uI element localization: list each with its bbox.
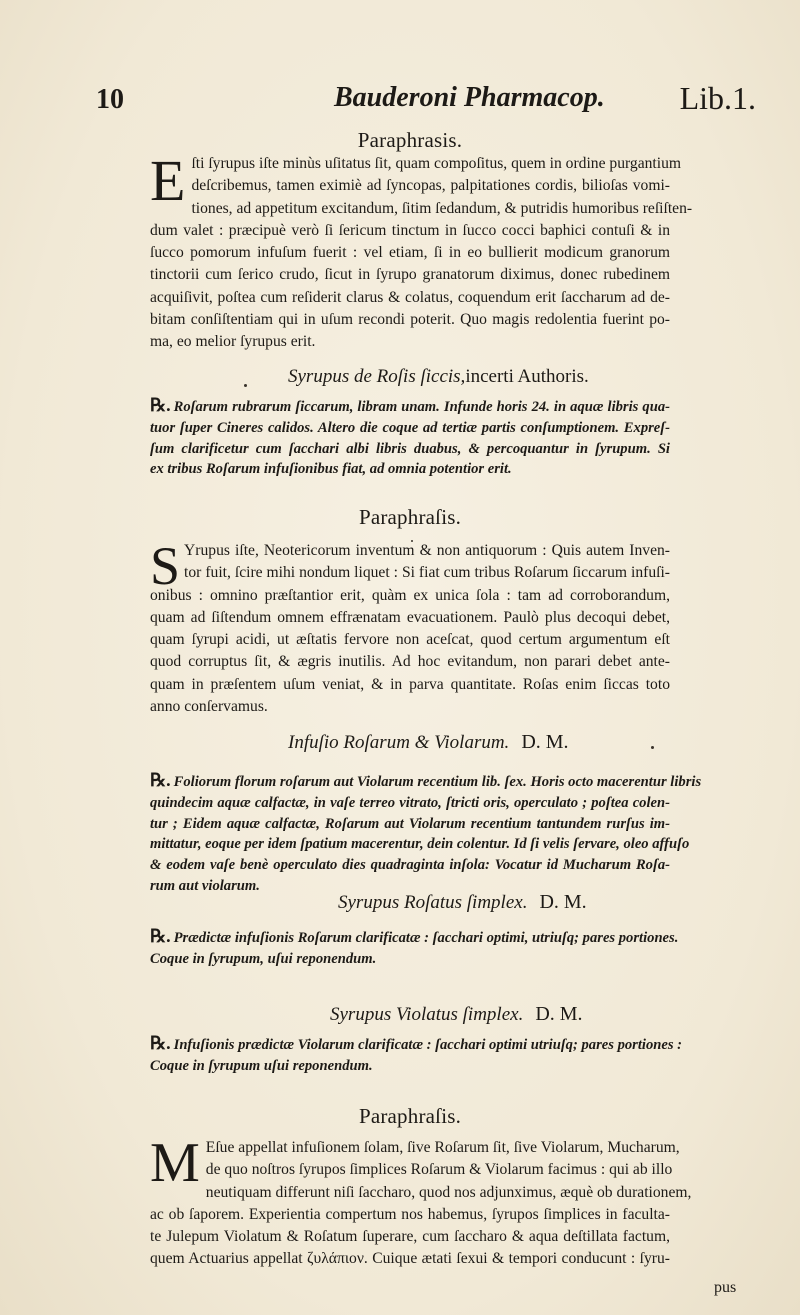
text-line: ma, eo melior ſyrupus erit. [150, 333, 316, 351]
rx-symbol: ℞. [150, 1033, 171, 1053]
ink-speck [411, 540, 413, 542]
text-line: quam ad ſiſtendum omnem effrænatam evacuationem. Paulò plus decoqui debet, [150, 608, 670, 626]
dropcap-m: M [150, 1132, 200, 1194]
recipe-line: ſum clarificetur cum ſacchari albi libris duabus, & percoquantur in ſyrupum. Si [150, 440, 670, 457]
text-line: Yrupus iſte, Neotericorum inventum & non antiquorum : Quis autem Inven- [184, 542, 670, 559]
section1-body [150, 148, 693, 354]
syrup3-dm: D. M. [535, 1003, 583, 1025]
recipe-line: quindecim aquæ calfactæ, in vaſe terreo vitrato, ſtricti oris, operculato ; poſtea colen- [150, 794, 670, 811]
recipe-line: rum aut violarum. [150, 877, 260, 894]
section2-body [150, 536, 670, 718]
page-number: 10 [96, 84, 124, 115]
recipe-line: mittatur, eoque per idem ſpatium macerentur, dein colentur. Id ſi velis ſervare, oleo affuſo [150, 836, 690, 853]
recipe-line: Roſarum rubrarum ſiccarum, libram unam. Infunde horis 24. in aquæ libris qua- [173, 399, 670, 415]
syrup2-title [338, 891, 587, 914]
text-line: tor fuit, ſcire mihi nondum liquet : Si fiat cum tribus Roſarum ſiccarum infuſi- [184, 564, 670, 582]
infusio-recipe [150, 770, 702, 897]
text-line: ac ob ſaporem. Experientia compertum nos habemus, ſyrupos ſimplices in faculta- [150, 1205, 670, 1223]
text-line: onibus : omnino præſtantior erit, quàm ex unica ſola : tam ad corroborandum, [150, 586, 670, 604]
running-title: Bauderoni Pharmacop. [334, 82, 605, 113]
syrup2-dm: D. M. [539, 891, 587, 913]
ink-speck [244, 384, 247, 387]
recipe-line: Coque in ſyrupum, uſui reponendum. [150, 950, 377, 967]
infusio-title-text: Infuſio Roſarum & Violarum. [288, 732, 510, 753]
syrup2-title-text: Syrupus Roſatus ſimplex. [338, 892, 528, 913]
page-header [96, 76, 756, 120]
ink-speck [651, 746, 654, 749]
syrup1-title [288, 366, 589, 388]
section2-heading: Paraphraſis. [358, 505, 462, 529]
text-line: tinctorii cum ſerico crudo, ſicut in ſyrupo granatorum diximus, donec rubedinem [150, 266, 670, 284]
book-marker: Lib.1. [679, 80, 756, 116]
syrup1-title-roman: incerti Authoris. [465, 366, 589, 387]
syrup2-recipe [150, 926, 679, 970]
syrup3-title [330, 1003, 583, 1026]
syrup3-recipe [150, 1033, 683, 1077]
text-line: ſucco pomorum infuſum fuerit : vel etiam, ſi in eo bullierit modicum granorum [150, 244, 670, 262]
text-line: acquiſivit, poſtea cum reſiderit clarus & colatus, coquendum erit ſaccharum ad de- [150, 288, 670, 306]
recipe-line: Coque in ſyrupum uſui reponendum. [150, 1057, 373, 1074]
recipe-line: Infuſionis prædictæ Violarum clarificatæ : ſacchari optimi utriuſq; pares portiones : [173, 1037, 683, 1053]
text-line: quam ſyrupi acidi, ut æſtatis fervore non aceſcat, quod certum argumentum eſt [150, 631, 670, 649]
syrup3-title-text: Syrupus Violatus ſimplex. [330, 1004, 524, 1025]
infusio-title [288, 731, 569, 754]
text-line: bitam conſiſtentiam qui in uſum recondi poterit. Quo magis redolentia fuerint po- [150, 311, 670, 329]
text-line: deſcribemus, tamen eximiè ad ſyncopas, palpitationes cordis, bilioſas vomi- [191, 177, 670, 195]
syrup1-title-italic: Syrupus de Roſis ſiccis, [288, 366, 466, 387]
text-line: de quo noſtros ſyrupos ſimplices Roſarum & Violarum facimus : qui ab illo [205, 1161, 673, 1179]
rx-symbol: ℞. [150, 770, 171, 790]
text-line: quod corruptus ſit, & ægris inutilis. Ad hoc evitandum, non parari debet ante- [150, 653, 670, 671]
section1-heading: Paraphrasis. [357, 128, 463, 152]
text-line: quem Actuarius appellat ζυλάπιον. Cuique ætati ſexui & tempori conducunt : ſyru- [150, 1250, 670, 1268]
text-line: te Julepum Violatum & Roſatum ſuperare, cum ſaccharo & aqua deſtillata factum, [150, 1228, 670, 1246]
recipe-line: tuor ſuper Cineres calidos. Altero die coque ad tertiæ partis conſumptionem. Expreſ- [150, 419, 670, 436]
recipe-line: ex tribus Roſarum infuſionibus fiat, ad omnia potentior erit. [150, 461, 512, 478]
recipe-line: Prædictæ infuſionis Roſarum clarificatæ : ſacchari optimi, utriuſq; pares portiones. [173, 930, 679, 946]
rx-symbol: ℞. [150, 395, 171, 415]
text-line: ſti ſyrupus iſte minùs uſitatus ſit, quam compoſitus, quem in ordine purgantium [191, 155, 682, 172]
section3-heading: Paraphraſis. [358, 1104, 462, 1128]
section3-body [150, 1132, 692, 1271]
text-line: tiones, ad appetitum excitandum, ſitim ſedandum, & putridis humoribus reſiſten- [191, 199, 693, 217]
text-line: dum valet : præcipuè verò ſi ſericum tinctum in ſucco cocci baphici contuſi & in [150, 221, 670, 239]
text-line: neutiquam differunt niſi ſaccharo, quod nos adjunximus, æquè ob durationem, [205, 1183, 692, 1201]
recipe-line: tur ; Eidem aquæ calfactæ, Roſarum aut Violarum recentium tantundem rurſus im- [150, 815, 670, 832]
catchword: pus [714, 1279, 737, 1296]
dropcap-e: E [150, 148, 186, 213]
recipe-line: & eodem vaſe benè operculato dies quadraginta inſola: Vocatur id Mucharum Roſa- [150, 857, 670, 874]
syrup1-recipe [150, 395, 670, 480]
infusio-dm: D. M. [521, 731, 569, 753]
text-line: quam in præſentem uſum veniat, & in parva quantitate. Roſas enim ſiccas toto [150, 675, 670, 693]
recipe-line: Foliorum florum roſarum aut Violarum recentium lib. ſex. Horis octo macerentur libris [173, 774, 702, 790]
dropcap-s: S [150, 536, 181, 596]
rx-symbol: ℞. [150, 926, 171, 946]
text-line: anno conſervamus. [150, 698, 268, 716]
text-line: Eſue appellat infuſionem ſolam, ſive Roſarum ſit, ſive Violarum, Mucharum, [205, 1139, 680, 1156]
